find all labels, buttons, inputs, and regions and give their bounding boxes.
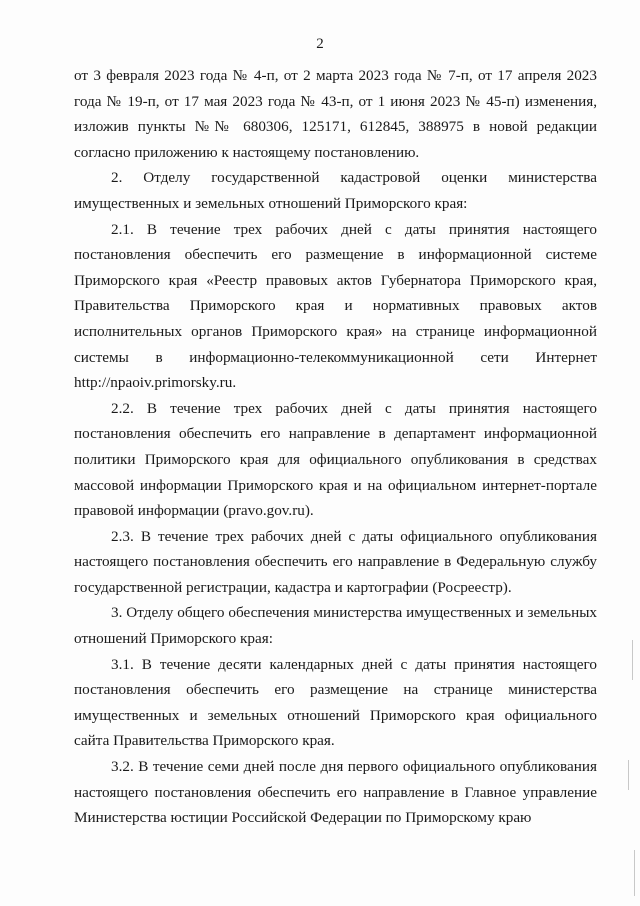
paragraph-item-3: 3. Отделу общего обеспечения министерства имущественных и земельных отношений Приморского края:	[74, 604, 597, 648]
paragraph-continuation: от 3 февраля 2023 года № 4-п, от 2 марта 2023 года № 7-п, от 17 апреля 2023 года № 19-п, от 17 мая 2023 года № 43-п, от 1 июня 2023 № 45-п) изменения, изложив пункты №№ 680306, 125171, 612845, 388975 в новой редакции согласно приложению к настоящему постановлению.	[74, 67, 597, 161]
paragraph-item-2-1: 2.1. В течение трех рабочих дней с даты принятия настоящего постановления обеспечить его размещение в информационной системе Приморского края «Реестр правовых актов Губернатора Приморского края, Правительства Приморского края и нормативных правовых актов исполнительных органов Приморского края» на странице информационной системы в информационно-телекоммуникационной сети Интернет http://npaoiv.primorsky.ru.	[74, 220, 597, 392]
page-number: 2	[316, 36, 324, 52]
scan-artifact	[628, 760, 629, 790]
paragraph-item-3-1: 3.1. В течение десяти календарных дней с даты принятия настоящего постановления обеспечить его размещение на странице министерства имущественных и земельных отношений Приморского края официального сайта Правительства Приморского края.	[74, 655, 597, 750]
scan-artifact	[634, 850, 635, 896]
scan-artifact	[632, 640, 633, 680]
paragraph-item-2-3: 2.3. В течение трех рабочих дней с даты официального опубликования настоящего постановления обеспечить его направление в Федеральную службу государственной регистрации, кадастра и картографии (Росреестр).	[74, 527, 597, 596]
paragraph-item-2: 2. Отделу государственной кадастровой оценки министерства имущественных и земельных отношений Приморского края:	[74, 169, 597, 212]
paragraph-item-2-2: 2.2. В течение трех рабочих дней с даты принятия настоящего постановления обеспечить его направление в департамент информационной политики Приморского края для официального опубликования в средствах массовой информации Приморского края и на официальном интернет-портале правовой информации (pravo.gov.ru).	[74, 399, 597, 520]
document-body	[74, 63, 597, 831]
paragraph-item-3-2: 3.2. В течение семи дней после дня первого официального опубликования настоящего постановления обеспечить его направление в Главное управление Министерства юстиции Российской Федерации по Приморскому краю	[74, 758, 597, 827]
